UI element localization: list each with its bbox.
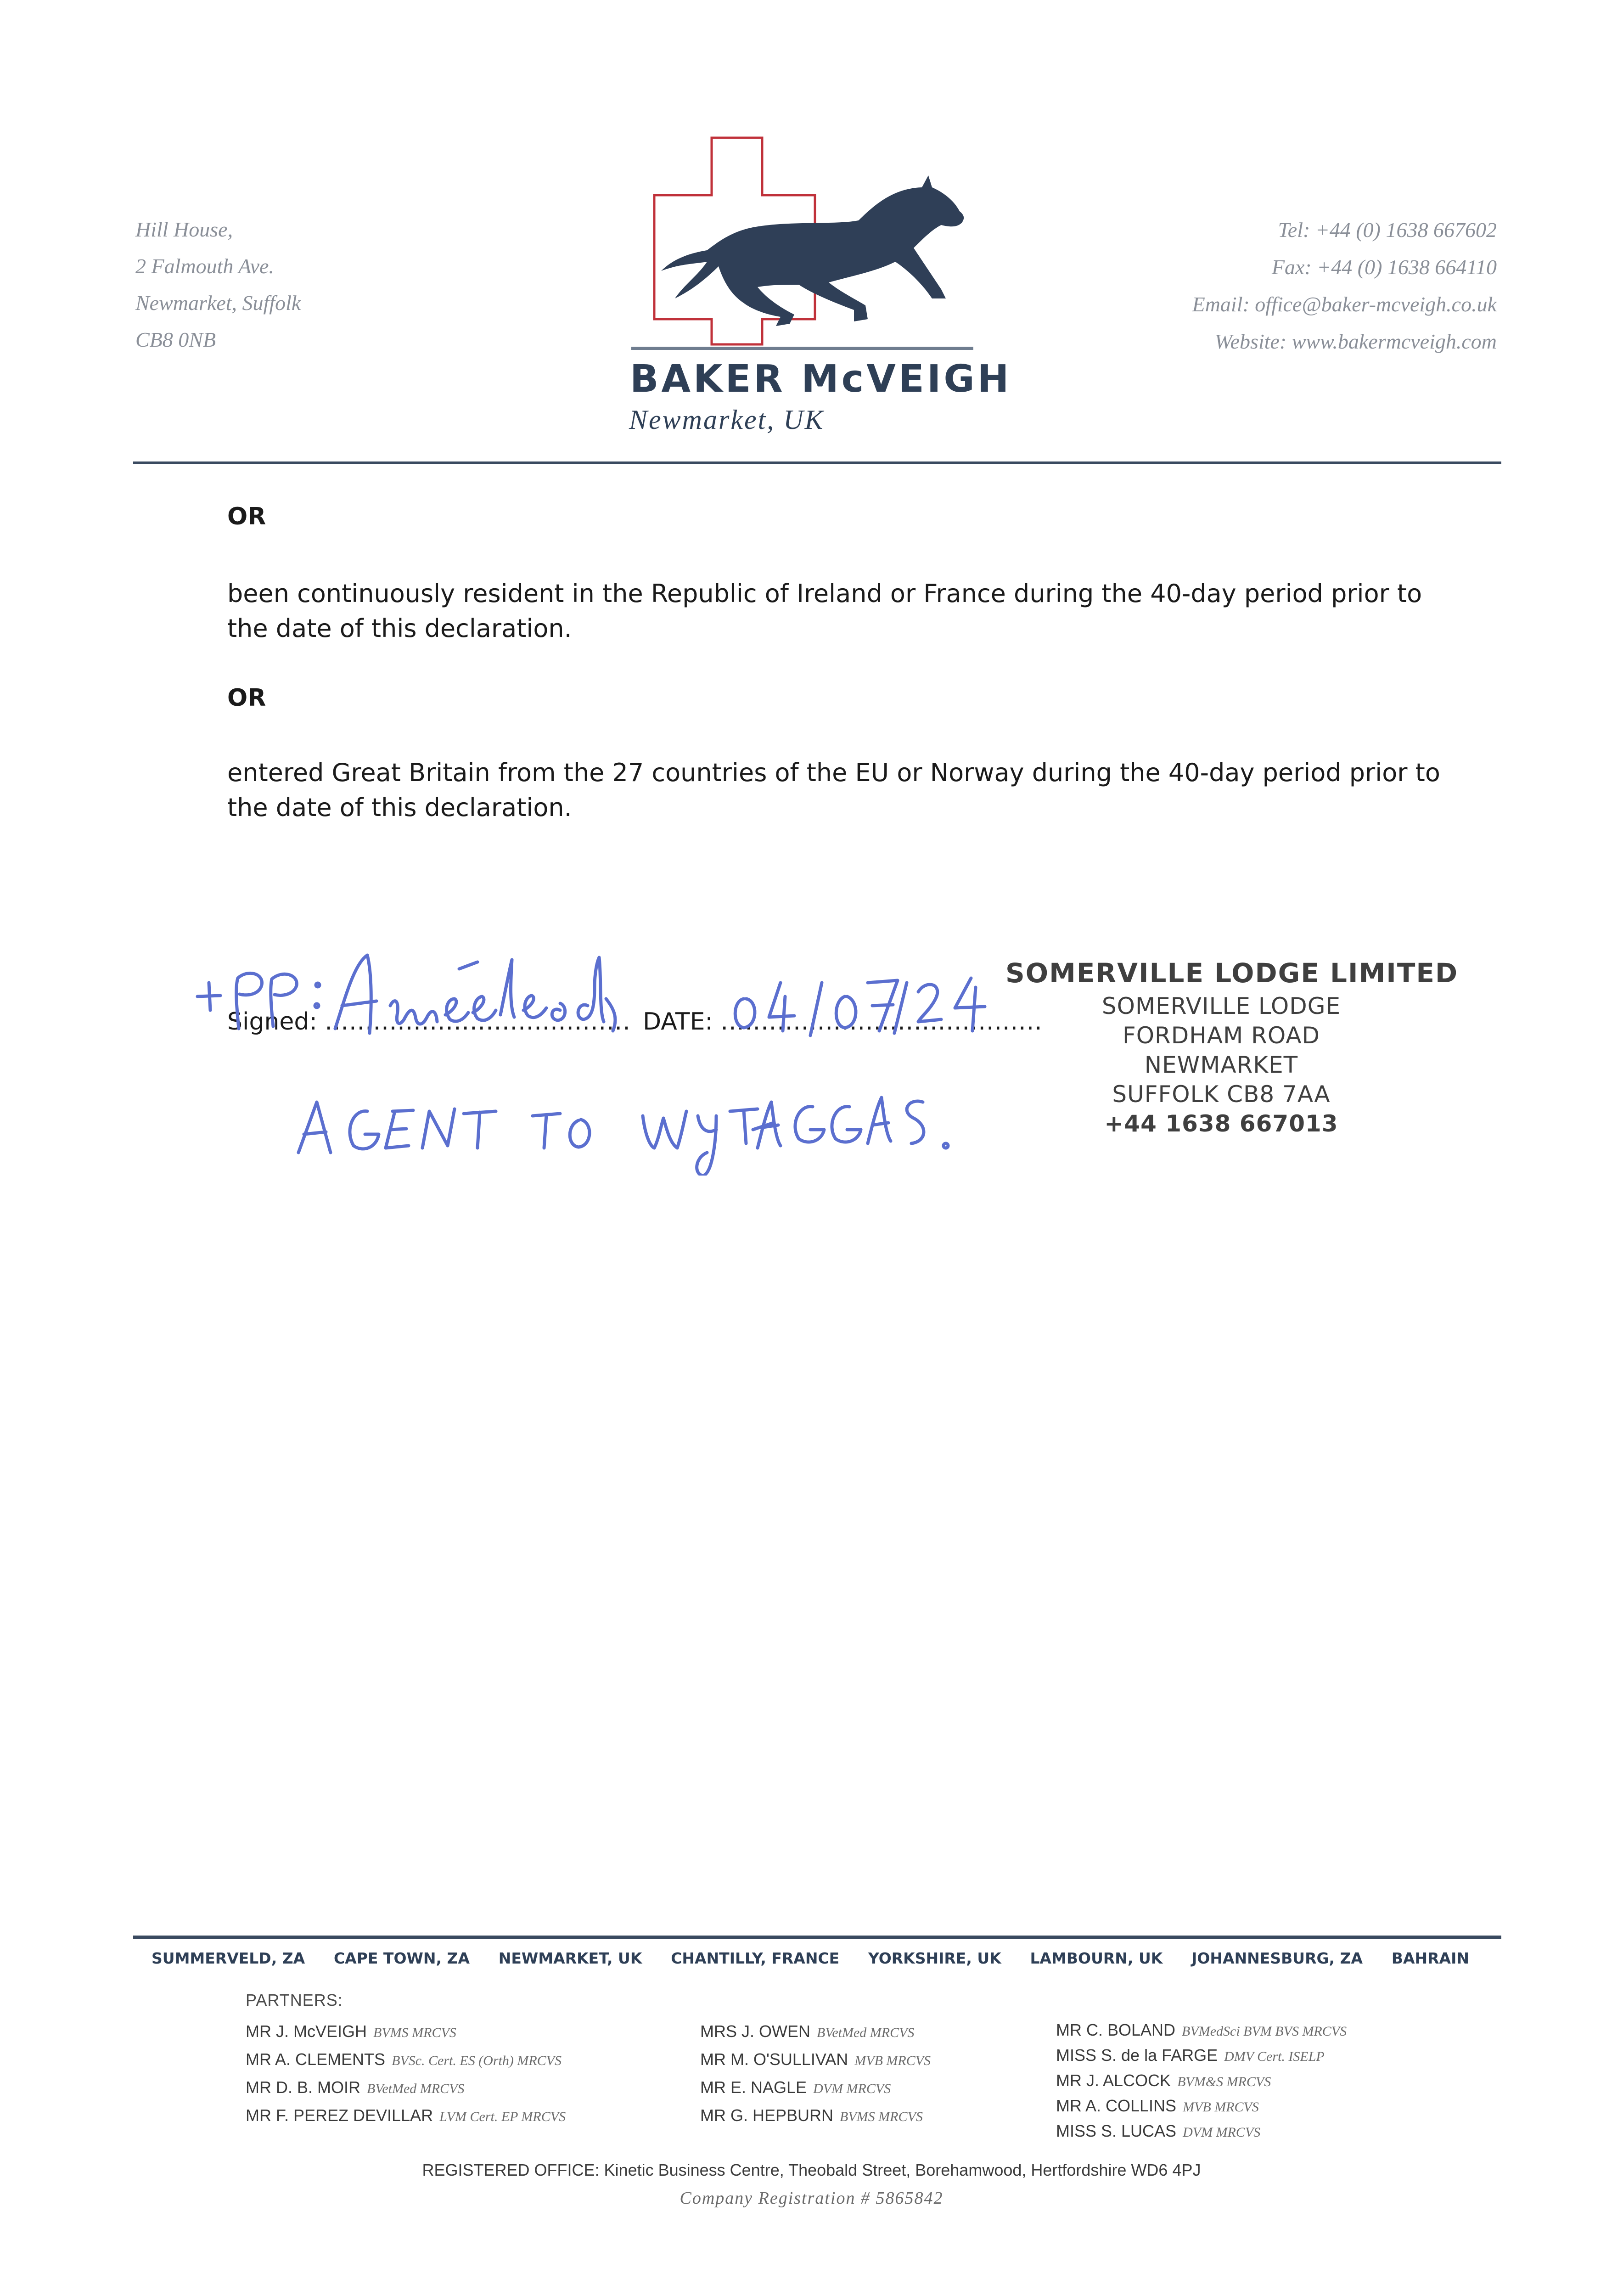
partner-entry [1056, 2018, 1347, 2043]
phone-line: Tel: +44 (0) 1638 667602 [1278, 218, 1497, 242]
location-item: LAMBOURN, UK [1030, 1949, 1163, 1967]
location-item: SUMMERVELD, ZA [152, 1949, 305, 1967]
partner-entry [700, 2074, 931, 2102]
stamp-line: FORDHAM ROAD [1122, 1022, 1320, 1049]
location-item: BAHRAIN [1391, 1949, 1469, 1967]
date-label: DATE: [643, 1008, 713, 1035]
partner-name: MISS S. de la FARGE [1056, 2046, 1218, 2065]
partner-entry [1056, 2119, 1347, 2144]
partner-entry [1056, 2094, 1347, 2119]
partner-quals: BVetMed MRCVS [817, 2025, 915, 2040]
partner-quals: BVMS MRCVS [840, 2109, 923, 2124]
stamp-line: SUFFOLK CB8 7AA [1112, 1081, 1331, 1108]
partner-name: MR G. HEPBURN [700, 2106, 834, 2125]
partner-name: MRS J. OWEN [700, 2022, 810, 2041]
partners-column [246, 2018, 566, 2130]
partner-entry [700, 2018, 931, 2046]
address-line: CB8 0NB [135, 328, 216, 351]
date-field: ........................................ [720, 1008, 1043, 1035]
declaration-paragraph: entered Great Britain from the 27 countries of the EU or Norway during the 40-day period prior to the date of this declaration. [227, 758, 1440, 822]
stamp-line: SOMERVILLE LODGE [1101, 993, 1341, 1019]
office-locations [152, 1949, 1469, 1967]
partner-entry [246, 2102, 566, 2130]
location-item: JOHANNESBURG, ZA [1191, 1949, 1363, 1967]
location-item: NEWMARKET, UK [498, 1949, 642, 1967]
partner-name: MR J. McVEIGH [246, 2022, 367, 2041]
partner-entry [1056, 2043, 1347, 2069]
company-contact [1192, 211, 1497, 360]
handwritten-signature-icon [184, 937, 1010, 1176]
partner-quals: LVM Cert. EP MRCVS [439, 2109, 566, 2124]
partner-quals: MVB MRCVS [1183, 2099, 1259, 2115]
partners-label: PARTNERS: [246, 1991, 343, 2009]
partner-name: MR A. CLEMENTS [246, 2050, 386, 2069]
partner-name: MISS S. LUCAS [1056, 2122, 1177, 2140]
partner-name: MR J. ALCOCK [1056, 2071, 1171, 2090]
or-label: OR [227, 684, 266, 712]
registered-office: REGISTERED OFFICE: Kinetic Business Centre, Theobald Street, Borehamwood, Hertfordshire WD6 4PJ [422, 2161, 1201, 2179]
partner-name: MR A. COLLINS [1056, 2096, 1177, 2115]
footer-divider [133, 1936, 1501, 1939]
website-line: Website: www.bakermcveigh.com [1214, 330, 1497, 353]
address-line: 2 Falmouth Ave. [135, 254, 274, 278]
location-item: YORKSHIRE, UK [868, 1949, 1001, 1967]
stamp-line: NEWMARKET [1144, 1052, 1298, 1078]
location-item: CAPE TOWN, ZA [333, 1949, 470, 1967]
partner-quals: BVMS MRCVS [373, 2025, 456, 2040]
stamp-phone: +44 1638 667013 [1104, 1110, 1338, 1137]
fax-line: Fax: +44 (0) 1638 664110 [1271, 255, 1497, 279]
partner-name: MR C. BOLAND [1056, 2020, 1176, 2039]
partners-column [700, 2018, 931, 2130]
partner-quals: DVM MRCVS [1183, 2125, 1261, 2140]
header-divider [133, 461, 1501, 464]
partner-quals: MVB MRCVS [854, 2053, 931, 2068]
partner-entry [246, 2074, 566, 2102]
partner-name: MR E. NAGLE [700, 2078, 807, 2097]
partner-quals: BVetMed MRCVS [367, 2081, 465, 2096]
partners-column [1056, 2018, 1347, 2144]
location-item: CHANTILLY, FRANCE [671, 1949, 840, 1967]
brand-name: BAKER McVEIGH [630, 357, 1012, 401]
partner-name: MR F. PEREZ DEVILLAR [246, 2106, 433, 2125]
address-line: Hill House, [135, 218, 233, 241]
signature-field: ...................................... [325, 1008, 631, 1035]
declaration-paragraph: been continuously resident in the Republic of Ireland or France during the 40-day period prior to the date of this declaration. [227, 579, 1422, 643]
partner-name: MR M. O'SULLIVAN [700, 2050, 848, 2069]
partner-entry [246, 2018, 566, 2046]
stamp-title: SOMERVILLE LODGE LIMITED [1005, 957, 1459, 989]
logo-underline [631, 347, 973, 350]
partner-entry [700, 2046, 931, 2074]
partner-quals: BVM&S MRCVS [1177, 2074, 1271, 2089]
brand-town: Newmarket, UK [629, 405, 825, 435]
partner-quals: DMV Cert. ISELP [1224, 2049, 1325, 2064]
partner-entry [1056, 2069, 1347, 2094]
email-line: Email: office@baker-mcveigh.co.uk [1192, 293, 1497, 316]
or-label: OR [227, 503, 266, 530]
partner-entry [246, 2046, 566, 2074]
partner-quals: BVSc. Cert. ES (Orth) MRCVS [392, 2053, 562, 2068]
partner-quals: BVMedSci BVM BVS MRCVS [1182, 2024, 1347, 2039]
signed-label: Signed: [227, 1008, 317, 1035]
red-cross-running-horse-logo-icon [638, 133, 987, 354]
partner-quals: DVM MRCVS [813, 2081, 891, 2096]
address-line: Newmarket, Suffolk [135, 291, 301, 315]
company-stamp [1005, 957, 1459, 1138]
company-address [135, 211, 301, 358]
partner-name: MR D. B. MOIR [246, 2078, 360, 2097]
company-registration: Company Registration # 5865842 [680, 2189, 943, 2208]
partner-entry [700, 2102, 931, 2130]
